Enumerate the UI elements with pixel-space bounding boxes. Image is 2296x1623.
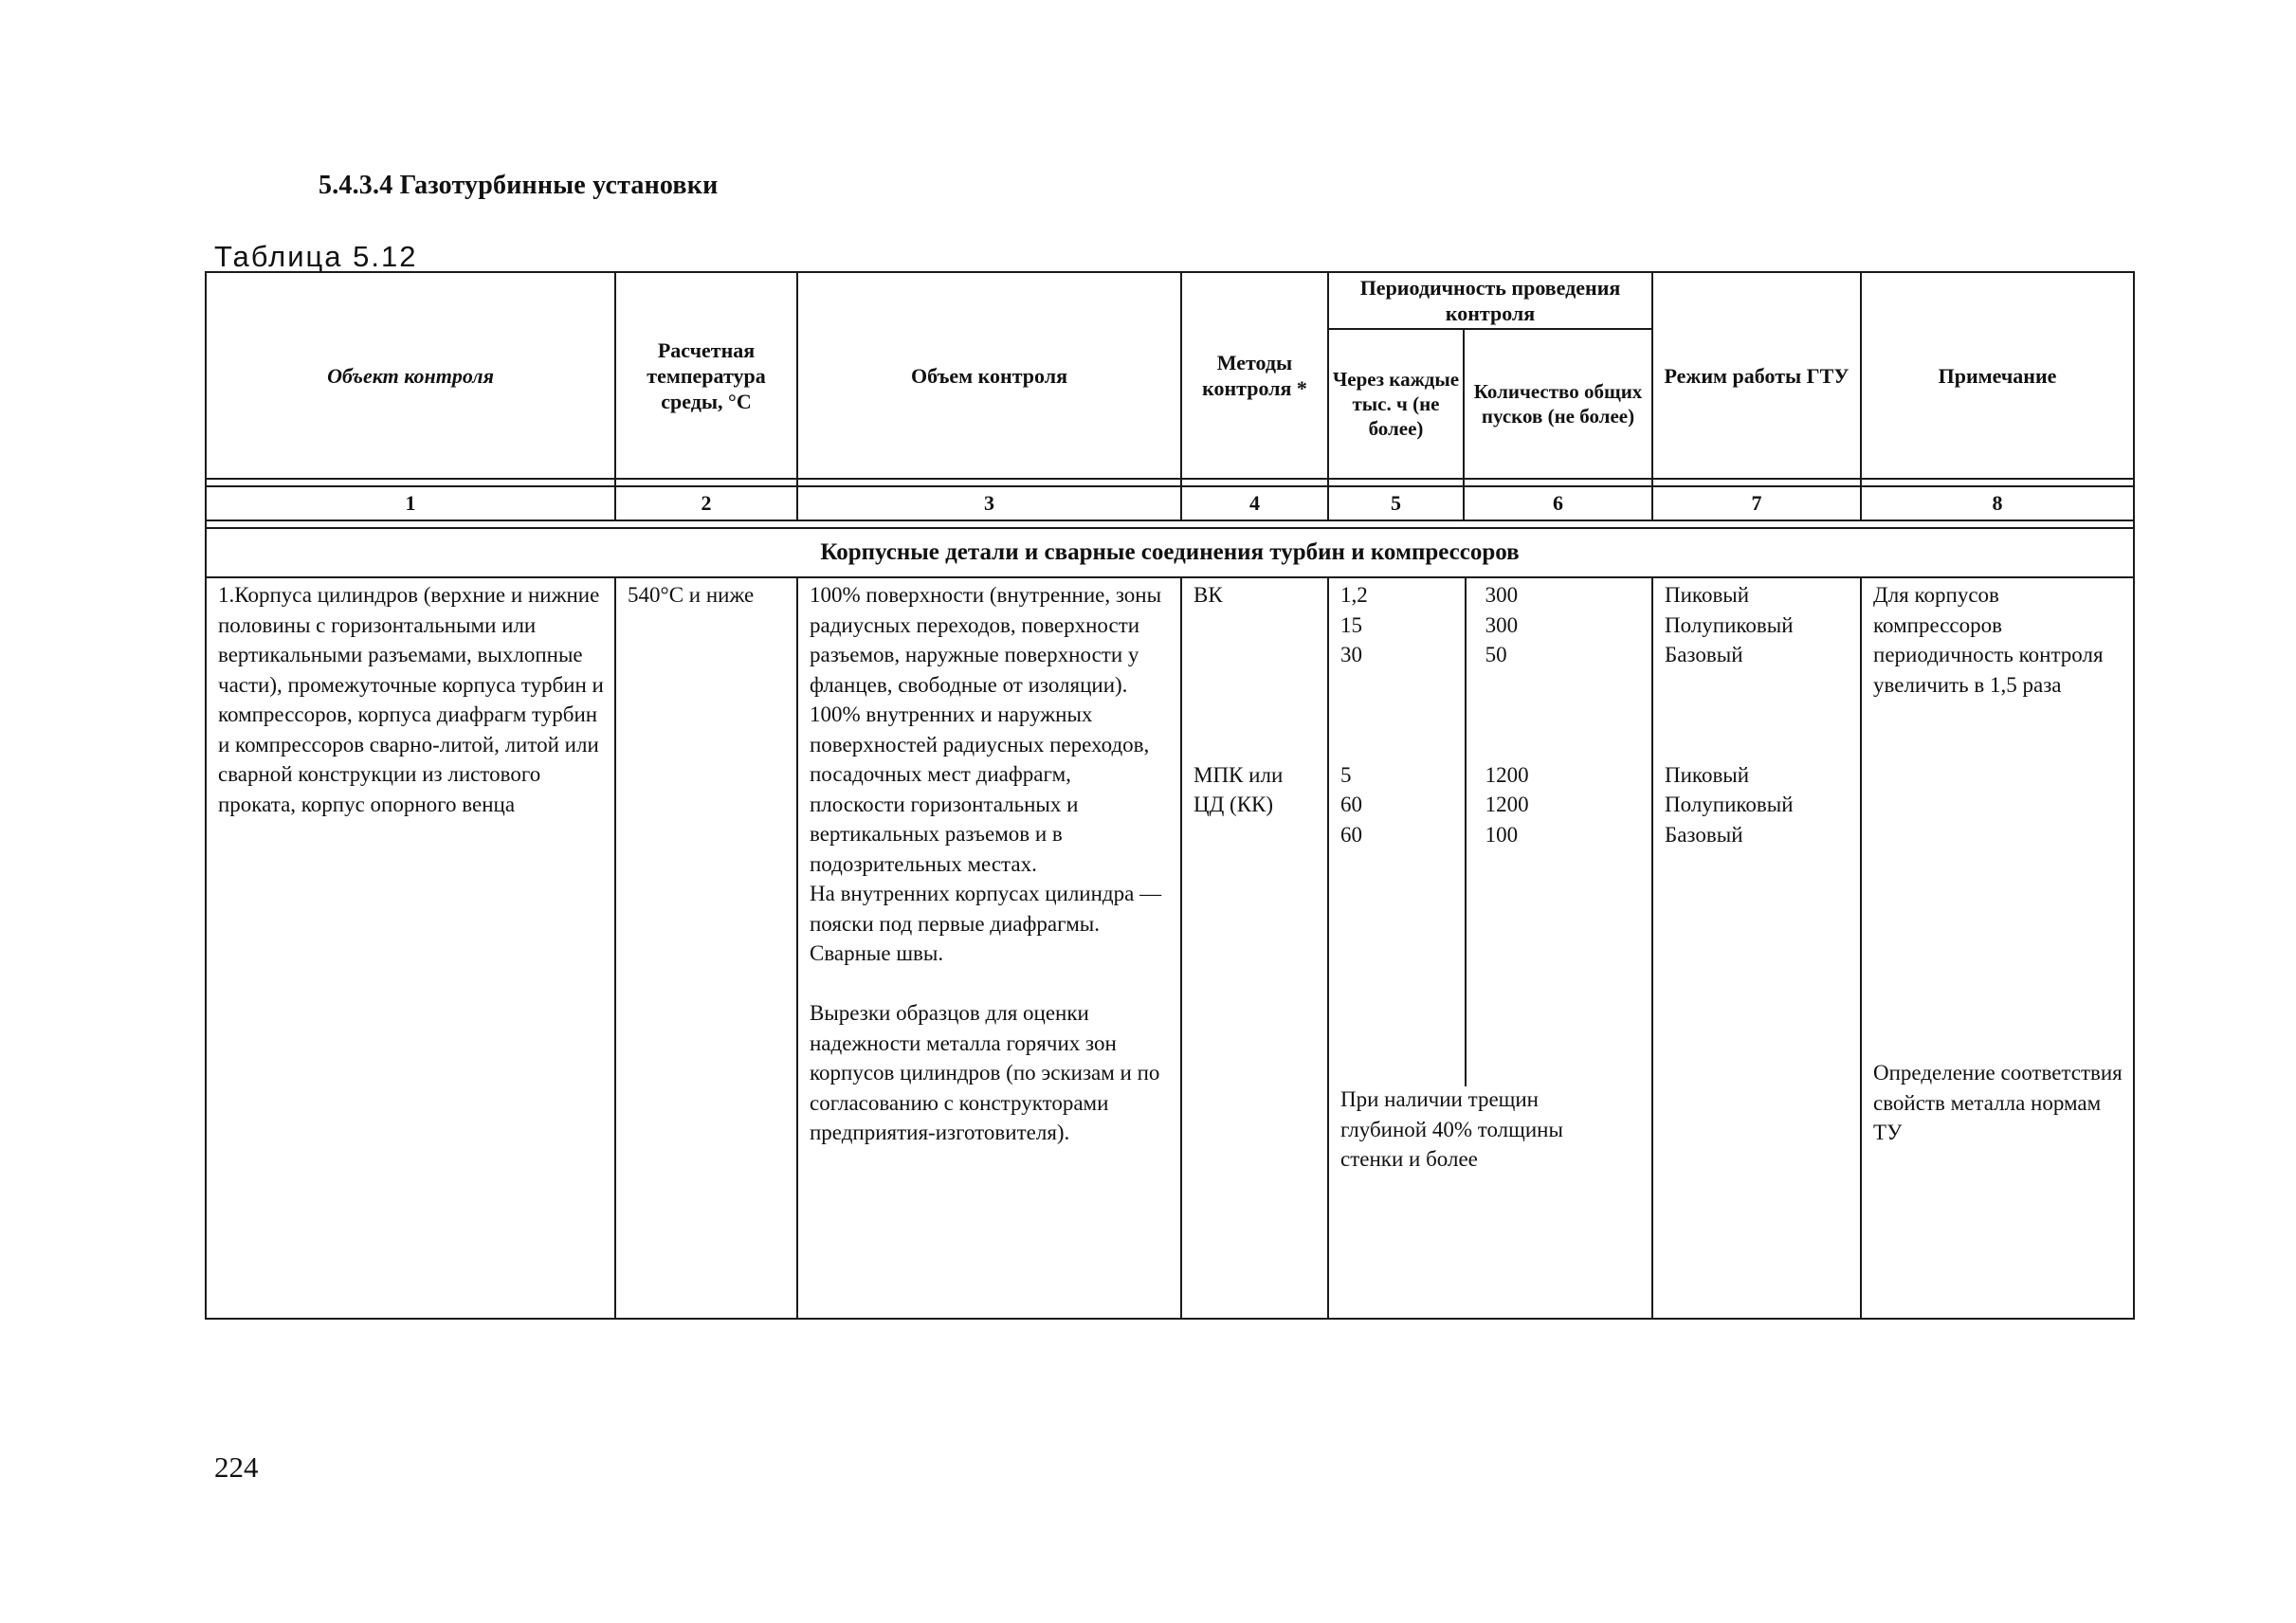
header-periodicity: Периодичность проведения контроля [1328,272,1652,329]
mode-spacer [1653,670,1860,760]
cell-object [206,577,615,1319]
cell-mode [1652,577,1861,1319]
section-row [206,528,2134,577]
header-row-top [206,272,2134,329]
periodicity-spacer [1329,670,1651,760]
column-number: 4 [1181,486,1328,520]
column-number: 3 [797,486,1181,520]
mode-text-1: Пиковый Полупиковый Базовый [1665,583,1794,666]
column-number: 7 [1652,486,1861,520]
hours-text-1: 1,2 15 30 [1340,583,1368,666]
header-temperature: Расчетная температура среды, °С [615,272,797,479]
scope-spacer [798,969,1180,999]
header-starts: Количество общих пусков (не более) [1464,329,1652,479]
note-text-2: Определение соответствия свойств металла нормам ТУ [1873,1061,2123,1144]
header-every-hours: Через каждые тыс. ч (не более) [1328,329,1464,479]
cell-temperature [615,577,797,1319]
starts-text-2: 1200 1200 100 [1485,762,1529,847]
scope-text-3: Вырезки образцов для оценки надежности металла горячих зон корпусов цилиндров (по эскизам и по согласованию с конструкторами предприятия-изготовителя). [810,1001,1160,1144]
mode-text-2: Пиковый Полупиковый Базовый [1665,762,1794,847]
header-note: Примечание [1861,272,2134,479]
control-table [205,271,2135,1320]
object-text: 1.Корпуса цилиндров (верхние и нижние половины с горизонтальными или вертикальными разъемами, выхлопные части), промежуточные корпуса турбин и компрессоров, корпуса диафрагм турбин и компрессоров сварно-литой, литой или сварной конструкции из листового проката, корпус опорного венца [218,583,604,816]
method-text-2: МПК или ЦД (КК) [1194,762,1284,816]
cell-methods [1181,577,1328,1319]
note-text-1: Для корпусов компрессоров периодичность контроля увеличить в 1,5 раза [1873,583,2104,697]
header-object: Объект контроля [206,272,615,479]
column-number: 1 [206,486,615,520]
column-number: 2 [615,486,797,520]
header-methods: Методы контроля * [1181,272,1328,479]
scope-text-1: 100% поверхности (внутренние, зоны радиусных переходов, поверхности разъемов, наружные поверхности у фланцев, свободные от изоляции). [810,583,1162,697]
column-number: 5 [1328,486,1464,520]
column-number-row [206,486,2134,520]
method-spacer [1182,611,1327,760]
section-row-title: Корпусные детали и сварные соединения турбин и компрессоров [206,528,2134,577]
temperature-text: 540°С и ниже [628,583,755,607]
periodicity-spacer-2 [1329,849,1651,1085]
starts-text-1: 300 300 50 [1485,583,1519,666]
number-gap [206,520,2134,528]
scope-text-2: 100% внутренних и наружных поверхностей радиусных переходов, посадочных мест диафрагм, плоскости горизонтальных и вертикальных разъемов и в подозрительных местах. На внутренних корпусах цилиндра — пояски под первые диафрагмы. Сварные швы. [810,702,1162,965]
period-note-text: При наличии трещин глубиной 40% толщины стенки и более [1340,1087,1563,1171]
table-row [206,577,2134,1319]
cell-scope [797,577,1181,1319]
section-title: 5.4.3.4 Газотурбинные установки [319,171,719,200]
hours-text-2: 5 60 60 [1340,762,1362,847]
header-mode: Режим работы ГТУ [1652,272,1861,479]
periodicity-group-2 [1329,760,1651,850]
header-gap [206,479,2134,486]
cell-periodicity [1328,577,1652,1319]
page-number: 224 [214,1450,259,1484]
header-scope: Объем контроля [797,272,1181,479]
periodicity-divider [1465,578,1467,1086]
cell-note [1861,577,2134,1319]
column-number: 6 [1464,486,1652,520]
table-caption: Таблица 5.12 [214,240,418,273]
method-text-1: ВК [1194,583,1223,607]
column-number: 8 [1861,486,2134,520]
periodicity-group-1 [1329,578,1651,670]
note-spacer [1862,700,2133,1058]
